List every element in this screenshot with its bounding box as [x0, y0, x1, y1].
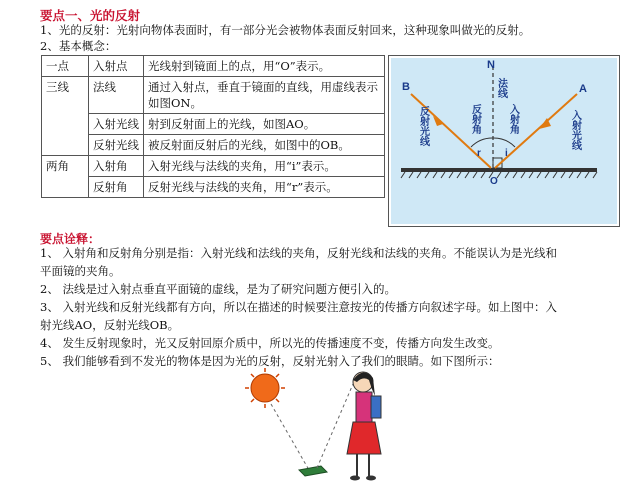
book-icon: [299, 466, 327, 476]
seeing-illustration: [235, 366, 415, 486]
concepts-intro: 2、基本概念：: [40, 39, 117, 53]
table-cell: 光线射到镜面上的点，用“O”表示。: [144, 56, 385, 77]
table-cell: 通过入射点，垂直于镜面的直线，用虚线表示如图ON。: [144, 77, 385, 114]
incident-angle-text: 入射角: [507, 104, 519, 134]
note-line: 射光线AO，反射光线OB。: [40, 318, 180, 332]
table-row: [42, 156, 385, 177]
label-i: i: [505, 148, 508, 159]
section-heading: 要点一、光的反射: [40, 8, 141, 23]
table-cell: 法线: [89, 77, 144, 114]
table-cell: 三线: [42, 77, 89, 156]
table-cell: 反射光线: [89, 135, 144, 156]
table-cell: 入射角: [89, 156, 144, 177]
table-row: [42, 114, 385, 135]
table-cell: 一点: [42, 56, 89, 77]
normal-text: 法线: [495, 78, 507, 98]
mirror-surface: [401, 168, 597, 172]
table-cell: 反射角: [89, 177, 144, 198]
table-cell: 被反射面反射后的光线，如图中的OB。: [144, 135, 385, 156]
table-row: [42, 177, 385, 198]
note-line: 2、 法线是过入射点垂直平面镜的虚线，是为了研究问题方便引入的。: [40, 282, 396, 296]
label-B: B: [402, 81, 410, 93]
sun-icon: [245, 368, 285, 408]
reflected-angle-text: 反射角: [469, 104, 481, 134]
reflected-ray-text: 反射光线: [417, 106, 429, 146]
label-A: A: [579, 83, 587, 95]
table-cell: 反射光线与法线的夹角，用“r”表示。: [144, 177, 385, 198]
note-line: 1、 入射角和反射角分别是指：入射光线和法线的夹角，反射光线和法线的夹角。不能误认为是光线和: [40, 246, 557, 260]
table-cell: 入射点: [89, 56, 144, 77]
table-cell: 入射光线: [89, 114, 144, 135]
girl-figure: [347, 372, 381, 481]
reflection-diagram: [388, 55, 620, 227]
note-line: 平面镜的夹角。: [40, 264, 121, 278]
label-r: r: [477, 148, 481, 159]
concepts-table: [41, 55, 385, 198]
note-line: 4、 发生反射现象时，光又反射回原介质中，所以光的传播速度不变，传播方向发生改变。: [40, 336, 500, 350]
table-row: [42, 77, 385, 114]
table-cell: 射到反射面上的光线，如图AO。: [144, 114, 385, 135]
table-cell: 两角: [42, 156, 89, 198]
definition-line: 1、光的反射：光射向物体表面时，有一部分光会被物体表面反射回来，这种现象叫做光的反射。: [40, 23, 531, 37]
label-O: O: [490, 176, 498, 187]
incident-ray-text: 入射光线: [569, 110, 581, 150]
note-line: 3、 入射光线和反射光线都有方向，所以在描述的时候要注意按光的传播方向叙述字母。如上图中：入: [40, 300, 557, 314]
table-row: [42, 56, 385, 77]
note-line: 5、 我们能够看到不发光的物体是因为光的反射，反射光射入了我们的眼睛。如下图所示：: [40, 354, 500, 368]
table-row: [42, 135, 385, 156]
label-N: N: [487, 59, 495, 71]
notes-title: 要点诠释：: [40, 232, 101, 246]
table-cell: 入射光线与法线的夹角，用“i”表示。: [144, 156, 385, 177]
light-ray-to-book: [271, 404, 309, 470]
light-ray-to-eye: [317, 384, 353, 468]
